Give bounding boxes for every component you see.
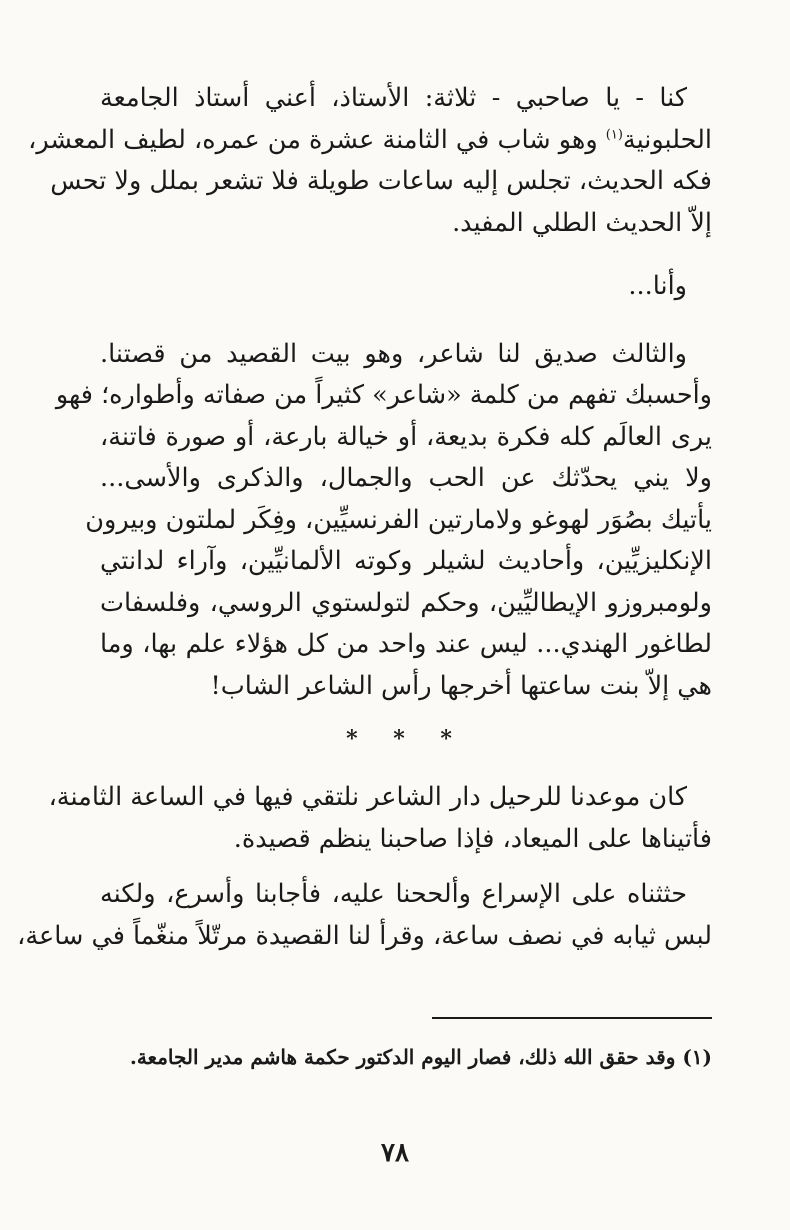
footnote-divider: [432, 1017, 712, 1019]
page-body: [17, 78, 712, 957]
paragraph-1: [28, 78, 712, 244]
text-line: كان موعدنا للرحيل دار الشاعر نلتقي فيها في الساعة الثامنة،: [48, 782, 687, 812]
text-line: فكه الحديث، تجلس إليه ساعات طويلة فلا تشعر بملل ولا تحس: [50, 166, 712, 196]
text-segment: الحلبونية: [622, 124, 712, 155]
text-line: وأنا...: [628, 271, 687, 301]
text-line: وأحسبك تفهم من كلمة «شاعر» كثيراً من صفاته وأطواره؛ فهو: [55, 380, 712, 410]
text-line: فأتيناها على الميعاد، فإذا صاحبنا ينظم قصيدة.: [233, 823, 712, 854]
paragraph-3: [55, 334, 712, 708]
text-line: إلاّ الحديث الطلي المفيد.: [452, 207, 712, 238]
paragraph-5: [17, 874, 712, 957]
section-separator: * * *: [346, 726, 466, 752]
text-line: حثثناه على الإسراع وألححنا عليه، فأجابنا وأسرع، ولكنه: [100, 879, 687, 909]
text-line: الإنكليزيِّين، وأحاديث لشيلر وكوته الألمانيِّين، وآراء لدانتي: [100, 546, 712, 576]
paragraph-4: [48, 777, 712, 860]
text-line: ولا يني يحدّثك عن الحب والجمال، والذكرى والأسى...: [100, 463, 712, 493]
text-line: هي إلاّ بنت ساعتها أخرجها رأس الشاعر الشاب!: [210, 670, 712, 701]
text-line: لطاغور الهندي... ليس عند واحد من كل هؤلاء علم بها، وما: [100, 629, 712, 659]
text-line: والثالث صديق لنا شاعر، وهو بيت القصيد من قصتنا.: [100, 338, 687, 369]
text-line: [28, 120, 712, 162]
text-line: كنا - يا صاحبي - ثلاثة: الأستاذ، أعني أستاذ الجامعة: [100, 83, 687, 113]
text-line: يأتيك بصُوَر لهوغو ولامارتين الفرنسيِّين، وفِكَر لملتون وبيرون: [85, 504, 712, 535]
text-line: يرى العالَم كله فكرة بديعة، أو خيالة بارعة، أو صورة فاتنة،: [100, 421, 712, 452]
text-segment: وهو شاب في الثامنة عشرة من عمره، لطيف المعشر،: [28, 124, 598, 155]
page-number: ٧٨: [381, 1138, 409, 1168]
paragraph-2: [100, 266, 712, 308]
footnote-marker[interactable]: (١): [605, 127, 623, 142]
text-line: ولومبروزو الإيطاليِّين، وحكم لتولستوي الروسي، وفلسفات: [100, 587, 712, 618]
footnote: (١) وقد حقق الله ذلك، فصار اليوم الدكتور حكمة هاشم مدير الجامعة.: [129, 1045, 712, 1069]
text-line: لبس ثيابه في نصف ساعة، وقرأ لنا القصيدة مرتّلاً منغّماً في ساعة،: [17, 920, 712, 951]
